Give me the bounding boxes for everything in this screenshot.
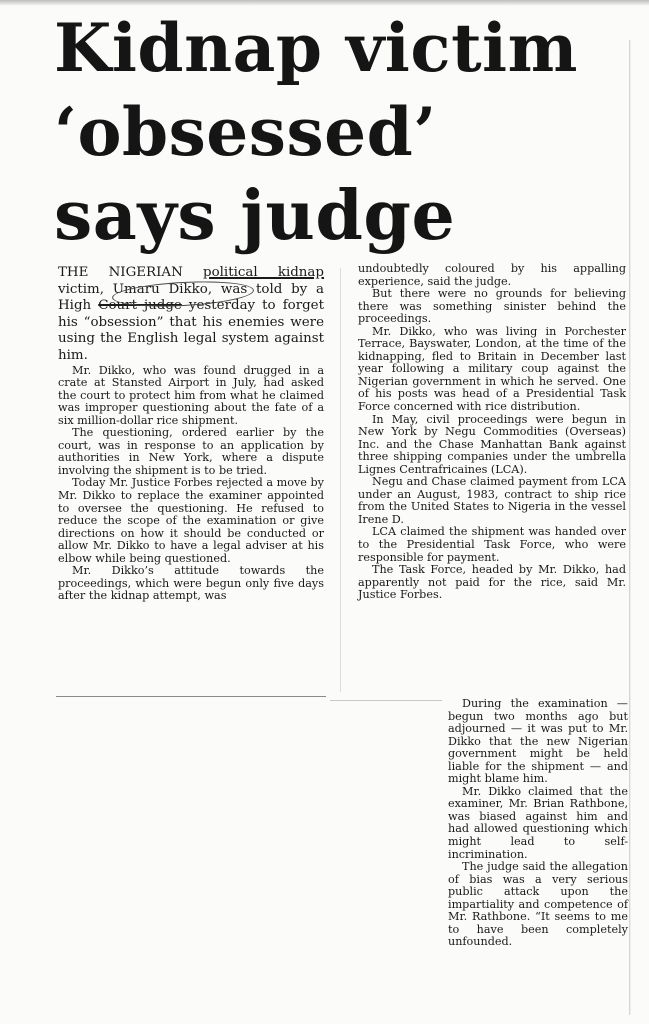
headline-line-2: ‘obsessed’: [54, 93, 437, 171]
headline-line-3: says judge: [54, 176, 456, 256]
headline: [54, 6, 634, 258]
lead-name-circled: Umaru Dikko,: [112, 281, 213, 297]
article-paragraph: The questioning, ordered earlier by the court, was in response to an application by authorities in New York, where a dispute involving the shipment is to be tried.: [58, 426, 324, 477]
article-paragraph: LCA claimed the shipment was handed over to the Presidential Task Force, who were responsible for payment.: [358, 525, 626, 564]
article-paragraph: Negu and Chase claimed payment from LCA under an August, 1983, contract to ship rice from the United States to Nigeria in the vessel Irene D.: [358, 475, 626, 526]
lead-underlined-text: political kidnap: [203, 265, 324, 280]
article-paragraph: The Task Force, headed by Mr. Dikko, had apparently not paid for the rice, said Mr. Justice Forbes.: [358, 563, 626, 602]
lead-text-3: yesterday to forget his “obsession” that his enemies were using the English legal system against him.: [58, 298, 324, 363]
lead-text-2: was told by a High: [58, 281, 324, 314]
lead-text: victim,: [58, 281, 113, 297]
headline-line-1: Kidnap victim: [54, 9, 578, 87]
lead-paragraph: [58, 265, 324, 365]
article-paragraph: Today Mr. Justice Forbes rejected a move by Mr. Dikko to replace the examiner appointed to oversee the questioning. He refused to reduce the scope of the examination or give directions on how it should be conducted or allow Mr. Dikko to have a legal adviser at his elbow while being questioned.: [58, 476, 324, 565]
article-paragraph: Mr. Dikko’s attitude towards the proceedings, which were begun only five days after the kidnap attempt, was: [58, 564, 324, 603]
article-column-left: [58, 265, 324, 603]
article-paragraph: But there were no grounds for believing there was something sinister behind the proceedings.: [358, 287, 626, 326]
article-column-right: [358, 263, 626, 602]
lead-dateline: THE NIGERIAN: [58, 265, 204, 280]
article-column-bottom: [448, 698, 628, 949]
article-paragraph: During the examination — begun two months ago but adjourned — it was put to Mr. Dikko that the new Nigerian government might be held liable for the shipment — and might blame him.: [448, 697, 628, 786]
lead-struck-text: Court judge: [98, 298, 182, 314]
article-paragraph: Mr. Dikko, who was living in Porchester Terrace, Bayswater, London, at the time of the kidnapping, fled to Britain in December last year following a military coup against the Nigerian government in which he served. One of his posts was head of a Presidential Task Force concerned with rice distribution.: [358, 324, 626, 414]
column-end-rule: [56, 696, 326, 697]
column-end-rule-2: [330, 700, 442, 701]
article-paragraph: Mr. Dikko, who was found drugged in a crate at Stansted Airport in July, had asked the court to protect him from what he claimed was improper questioning about the fate of a six million-dollar rice shipment.: [58, 363, 324, 427]
column-separator: [340, 268, 341, 692]
article-paragraph: undoubtedly coloured by his appalling experience, said the judge.: [358, 262, 626, 288]
article-paragraph: Mr. Dikko claimed that the examiner, Mr. Brian Rathbone, was biased against him and had allowed questioning which might lead to self-incrimination.: [448, 784, 628, 861]
article-paragraph: In May, civil proceedings were begun in New York by Negu Commodities (Overseas) Inc. and the Chase Manhattan Bank against three shipping companies under the umbrella Lignes Centrafricaines (LCA).: [358, 412, 626, 476]
article-paragraph: The judge said the allegation of bias was a very serious public attack upon the impartiality and competence of Mr. Rathbone. “It seems to me to have been completely unfounded.: [448, 860, 628, 949]
